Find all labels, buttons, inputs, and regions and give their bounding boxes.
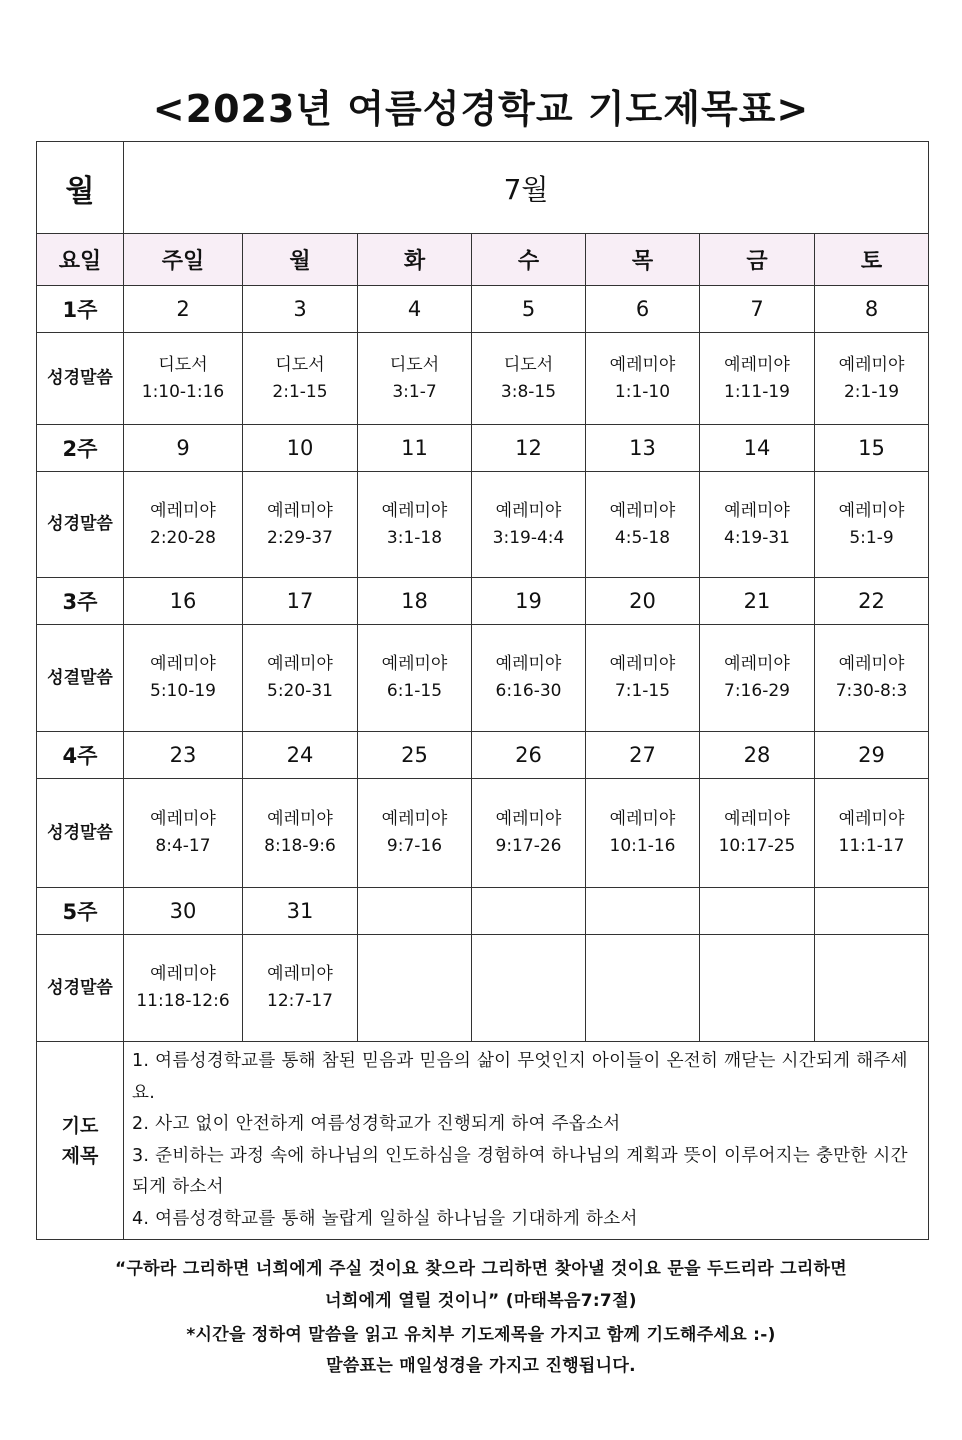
date-cell: 23 bbox=[124, 732, 243, 779]
date-cell: 20 bbox=[586, 578, 700, 625]
verse-reference: 2:1-19 bbox=[843, 381, 900, 402]
date-cell: 30 bbox=[124, 888, 243, 935]
date-cell: 7 bbox=[700, 286, 815, 333]
verse-book: 예레미야 bbox=[724, 500, 790, 521]
date-cell: 19 bbox=[472, 578, 586, 625]
week-date-row bbox=[37, 888, 929, 935]
prayer-label-line: 제목 bbox=[61, 1144, 99, 1167]
week-label: 4주 bbox=[37, 732, 124, 779]
date-cell: 2 bbox=[124, 286, 243, 333]
verse-book: 예레미야 bbox=[381, 809, 448, 829]
verse-book: 예레미야 bbox=[150, 964, 216, 984]
verse-cell bbox=[815, 333, 929, 425]
verse-cell bbox=[586, 333, 700, 425]
verse-cell bbox=[472, 472, 586, 578]
verse-book: 예레미야 bbox=[267, 654, 333, 674]
verse-cell bbox=[586, 625, 700, 732]
prayer-topics-label bbox=[37, 1042, 124, 1240]
week-label: 2주 bbox=[37, 425, 124, 472]
verse-cell bbox=[358, 779, 472, 888]
week-verse-row bbox=[37, 333, 929, 425]
verse-book: 디도서 bbox=[158, 354, 208, 375]
verse-cell bbox=[358, 472, 472, 578]
date-cell: 9 bbox=[124, 425, 243, 472]
date-cell: 3 bbox=[243, 286, 358, 333]
week-verse-row bbox=[37, 625, 929, 732]
verse-cell bbox=[472, 935, 586, 1042]
verse-book: 디도서 bbox=[503, 354, 554, 375]
verse-book: 예레미야 bbox=[267, 809, 333, 829]
date-cell: 21 bbox=[700, 578, 815, 625]
verse-book: 예레미야 bbox=[495, 809, 562, 829]
verse-cell bbox=[243, 935, 358, 1042]
weekday-header-cell: 토 bbox=[815, 234, 929, 286]
verse-reference: 3:1-18 bbox=[386, 527, 443, 548]
verse-cell bbox=[243, 472, 358, 578]
prayer-item: 4. 여름성경학교를 통해 놀랍게 일하실 하나님을 기대하게 하소서 bbox=[132, 1208, 638, 1229]
schedule-source-note: 말씀표는 매일성경을 가지고 진행됩니다. bbox=[326, 1356, 636, 1376]
verse-cell bbox=[243, 779, 358, 888]
date-cell: 5 bbox=[472, 286, 586, 333]
week-date-row bbox=[37, 286, 929, 333]
week-date-row bbox=[37, 425, 929, 472]
date-cell: 4 bbox=[358, 286, 472, 333]
verse-row-label: 성결말씀 bbox=[37, 625, 124, 732]
date-cell: 29 bbox=[815, 732, 929, 779]
verse-reference: 9:7-16 bbox=[386, 836, 443, 856]
week-label: 5주 bbox=[37, 888, 124, 935]
verse-cell bbox=[815, 625, 929, 732]
date-cell: 6 bbox=[586, 286, 700, 333]
verse-reference: 8:18-9:6 bbox=[264, 836, 336, 856]
verse-book: 예레미야 bbox=[150, 654, 216, 674]
prayer-schedule-table bbox=[36, 141, 929, 1240]
verse-book: 예레미야 bbox=[838, 500, 905, 521]
verse-book: 예레미야 bbox=[267, 500, 333, 521]
date-cell: 8 bbox=[815, 286, 929, 333]
verse-cell bbox=[124, 472, 243, 578]
verse-book: 예레미야 bbox=[150, 809, 216, 829]
week-verse-row bbox=[37, 935, 929, 1042]
verse-row-label: 성경말씀 bbox=[37, 333, 124, 425]
prayer-topics-list bbox=[124, 1042, 929, 1240]
verse-book: 예레미야 bbox=[838, 654, 905, 674]
week-label: 3주 bbox=[37, 578, 124, 625]
verse-reference: 6:16-30 bbox=[495, 681, 562, 701]
verse-cell bbox=[586, 472, 700, 578]
verse-book: 예레미야 bbox=[381, 500, 448, 521]
verse-cell bbox=[700, 625, 815, 732]
verse-reference: 3:8-15 bbox=[500, 381, 557, 402]
verse-reference: 7:1-15 bbox=[614, 681, 671, 701]
verse-reference: 3:1-7 bbox=[392, 381, 437, 402]
verse-book: 예레미야 bbox=[724, 354, 790, 375]
verse-cell bbox=[700, 472, 815, 578]
date-cell: 12 bbox=[472, 425, 586, 472]
verse-reference: 7:30-8:3 bbox=[835, 681, 908, 701]
date-cell: 24 bbox=[243, 732, 358, 779]
verse-book: 예레미야 bbox=[495, 500, 562, 521]
verse-reference: 11:18-12:6 bbox=[136, 991, 230, 1011]
verse-reference: 11:1-17 bbox=[838, 836, 905, 856]
date-cell bbox=[815, 888, 929, 935]
verse-reference: 2:29-37 bbox=[267, 527, 333, 548]
verse-cell bbox=[586, 779, 700, 888]
date-cell: 31 bbox=[243, 888, 358, 935]
verse-reference: 5:10-19 bbox=[150, 681, 216, 701]
verse-cell bbox=[358, 935, 472, 1042]
verse-book: 예레미야 bbox=[724, 654, 790, 674]
verse-cell bbox=[472, 625, 586, 732]
weekday-header-cell: 수 bbox=[472, 234, 586, 286]
verse-cell bbox=[472, 333, 586, 425]
weekday-header-label: 요일 bbox=[37, 234, 124, 286]
week-verse-row bbox=[37, 779, 929, 888]
date-cell: 15 bbox=[815, 425, 929, 472]
verse-reference: 4:19-31 bbox=[724, 527, 790, 548]
week-verse-row bbox=[37, 472, 929, 578]
verse-reference: 10:1-16 bbox=[609, 836, 676, 856]
verse-reference: 2:20-28 bbox=[150, 527, 216, 548]
verse-book: 예레미야 bbox=[495, 654, 562, 674]
verse-reference: 4:5-18 bbox=[614, 527, 671, 548]
verse-cell bbox=[124, 625, 243, 732]
verse-cell bbox=[700, 779, 815, 888]
date-cell: 26 bbox=[472, 732, 586, 779]
prayer-topics-row bbox=[37, 1042, 929, 1240]
verse-reference: 9:17-26 bbox=[495, 836, 562, 856]
weekday-header-row bbox=[37, 234, 929, 286]
date-cell: 10 bbox=[243, 425, 358, 472]
verse-cell bbox=[815, 779, 929, 888]
date-cell: 27 bbox=[586, 732, 700, 779]
verse-cell bbox=[586, 935, 700, 1042]
verse-reference: 5:1-9 bbox=[849, 527, 894, 548]
date-cell: 28 bbox=[700, 732, 815, 779]
verse-reference: 5:20-31 bbox=[267, 681, 333, 701]
date-cell: 17 bbox=[243, 578, 358, 625]
page-title: <2023년 여름성경학교 기도제목표> bbox=[152, 87, 810, 131]
week-label: 1주 bbox=[37, 286, 124, 333]
verse-reference: 10:17-25 bbox=[718, 836, 796, 856]
verse-row-label: 성경말씀 bbox=[37, 472, 124, 578]
verse-book: 예레미야 bbox=[150, 500, 216, 521]
verse-book: 예레미야 bbox=[838, 809, 905, 829]
date-cell: 13 bbox=[586, 425, 700, 472]
verse-book: 예레미야 bbox=[609, 654, 676, 674]
prayer-item: 1. 여름성경학교를 통해 참된 믿음과 믿음의 삶이 무엇인지 아이들이 온전히 깨닫는 시간되게 해주세요. bbox=[132, 1051, 908, 1103]
date-cell: 25 bbox=[358, 732, 472, 779]
weekday-header-cell: 월 bbox=[243, 234, 358, 286]
verse-reference: 3:19-4:4 bbox=[492, 527, 565, 548]
verse-cell bbox=[815, 472, 929, 578]
verse-reference: 6:1-15 bbox=[386, 681, 443, 701]
verse-book: 예레미야 bbox=[609, 354, 676, 375]
verse-reference: 1:1-10 bbox=[614, 381, 671, 402]
verse-reference: 8:4-17 bbox=[155, 836, 211, 856]
weekday-header-cell: 주일 bbox=[124, 234, 243, 286]
date-cell bbox=[472, 888, 586, 935]
weekday-header-cell: 화 bbox=[358, 234, 472, 286]
verse-cell bbox=[700, 333, 815, 425]
date-cell: 22 bbox=[815, 578, 929, 625]
date-cell: 14 bbox=[700, 425, 815, 472]
verse-book: 예레미야 bbox=[381, 654, 448, 674]
week-date-row bbox=[37, 578, 929, 625]
verse-cell bbox=[358, 625, 472, 732]
verse-reference: 2:1-15 bbox=[272, 381, 328, 402]
verse-book: 디도서 bbox=[275, 354, 325, 375]
date-cell bbox=[586, 888, 700, 935]
verse-cell bbox=[472, 779, 586, 888]
bible-quote-line-2: 너희에게 열릴 것이니” (마태복음7:7절) bbox=[325, 1291, 637, 1311]
week-date-row bbox=[37, 732, 929, 779]
prayer-item: 2. 사고 없이 안전하게 여름성경학교가 진행되게 하여 주옵소서 bbox=[132, 1114, 621, 1134]
month-label: 월 bbox=[37, 142, 124, 234]
bible-quote-line-1: “구하라 그리하면 너희에게 주실 것이요 찾으라 그리하면 찾아낼 것이요 문을 두드리라 그리하면 bbox=[114, 1259, 848, 1279]
weekday-header-cell: 금 bbox=[700, 234, 815, 286]
date-cell: 16 bbox=[124, 578, 243, 625]
verse-book: 예레미야 bbox=[267, 964, 333, 984]
verse-row-label: 성경말씀 bbox=[37, 779, 124, 888]
weekday-header-cell: 목 bbox=[586, 234, 700, 286]
verse-book: 예레미야 bbox=[609, 500, 676, 521]
verse-book: 예레미야 bbox=[838, 354, 905, 375]
verse-reference: 7:16-29 bbox=[724, 681, 790, 701]
verse-reference: 1:10-1:16 bbox=[141, 381, 225, 402]
date-cell: 18 bbox=[358, 578, 472, 625]
instruction-note: *시간을 정하여 말씀을 읽고 유치부 기도제목을 가지고 함께 기도해주세요 :-) bbox=[186, 1325, 776, 1345]
verse-cell bbox=[815, 935, 929, 1042]
date-cell bbox=[700, 888, 815, 935]
month-row bbox=[37, 142, 929, 234]
verse-cell bbox=[124, 779, 243, 888]
verse-reference: 1:11-19 bbox=[724, 381, 790, 402]
date-cell bbox=[358, 888, 472, 935]
date-cell: 11 bbox=[358, 425, 472, 472]
verse-cell bbox=[124, 935, 243, 1042]
month-value: 7월 bbox=[124, 142, 929, 234]
verse-cell bbox=[243, 625, 358, 732]
verse-book: 예레미야 bbox=[609, 809, 676, 829]
verse-cell bbox=[243, 333, 358, 425]
verse-row-label: 성경말씀 bbox=[37, 935, 124, 1042]
verse-cell bbox=[700, 935, 815, 1042]
verse-book: 디도서 bbox=[389, 354, 440, 375]
verse-cell bbox=[124, 333, 243, 425]
verse-reference: 12:7-17 bbox=[267, 991, 333, 1011]
prayer-item: 3. 준비하는 과정 속에 하나님의 인도하심을 경험하여 하나님의 계획과 뜻이 이루어지는 충만한 시간되게 하소서 bbox=[132, 1145, 908, 1197]
verse-book: 예레미야 bbox=[724, 809, 790, 829]
verse-cell bbox=[358, 333, 472, 425]
prayer-label-line: 기도 bbox=[61, 1114, 99, 1137]
